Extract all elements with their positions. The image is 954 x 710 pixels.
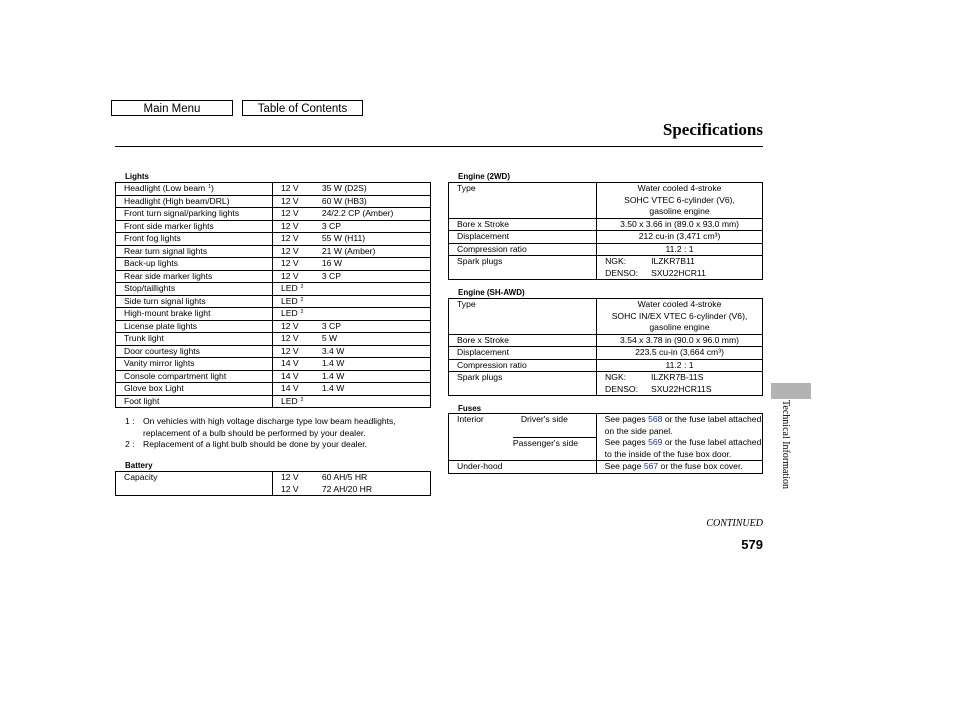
light-spec: 24/2.2 CP (Amber) — [321, 208, 394, 218]
table-row — [116, 383, 431, 396]
section-tab — [771, 383, 811, 399]
table-of-contents-button[interactable]: Table of Contents — [242, 100, 363, 116]
table-row — [116, 472, 431, 496]
light-name: Front side marker lights — [124, 220, 214, 231]
fuses-heading: Fuses — [458, 404, 482, 413]
light-name: Rear turn signal lights — [124, 245, 208, 256]
battery-table — [115, 471, 431, 496]
table-row — [116, 245, 431, 258]
table-row — [116, 258, 431, 271]
table-row — [116, 195, 431, 208]
table-row — [116, 308, 431, 321]
light-name: High-mount brake light — [124, 308, 211, 318]
battery-volt-2: 12 V — [280, 483, 299, 494]
table-row: Type Water cooled 4-stroke SOHC VTEC 6-cylinder (V6), gasoline engine — [449, 183, 763, 219]
lights-notes — [125, 416, 435, 451]
table-row — [116, 358, 431, 371]
light-name: Front fog lights — [124, 233, 181, 243]
battery-label: Capacity — [116, 472, 273, 496]
table-row — [116, 270, 431, 283]
light-name: Front turn signal/parking lights — [124, 208, 240, 218]
light-name: License plate lights — [124, 320, 198, 331]
light-spec — [314, 395, 431, 408]
footnote-ref: 2 — [300, 284, 304, 290]
light-spec: 1.4 W — [321, 358, 345, 368]
table-row — [116, 233, 431, 246]
light-voltage: 12 V — [280, 258, 299, 268]
page-title: Specifications — [662, 120, 763, 139]
table-row — [116, 295, 431, 308]
light-voltage: 12 V — [280, 270, 299, 281]
note-1: 1 : On vehicles with high voltage discharge type low beam headlights, replacement of a bulb should be performed by your dealer. — [125, 416, 396, 438]
engine-awd-heading: Engine (SH-AWD) — [458, 288, 525, 297]
table-row: Headlight (Low beam $^1$) 12 V 35 W (D2S) — [116, 183, 431, 196]
lights-heading: Lights — [125, 172, 149, 181]
note-2: 2 : Replacement of a light bulb should be done by your dealer. — [125, 439, 368, 449]
table-row — [116, 283, 431, 296]
light-voltage: LED — [280, 308, 298, 318]
table-row: Under-hood See page 567 or the fuse box cover. — [449, 461, 763, 474]
light-name: Headlight (High beam/DRL) — [124, 195, 230, 206]
table-row: Type Water cooled 4-stroke SOHC IN/EX VTEC 6-cylinder (V6), gasoline engine — [449, 299, 763, 335]
light-voltage: 14 V — [280, 358, 299, 368]
engine-awd-table — [448, 298, 763, 396]
footnote-ref: 2 — [300, 396, 304, 403]
fuse-page-link-569[interactable]: 569 — [648, 437, 663, 447]
light-spec: 3 CP — [321, 220, 341, 231]
light-spec: 1.4 W — [321, 383, 345, 393]
battery-spec-1: 60 AH/5 HR — [321, 472, 368, 482]
light-voltage: LED — [280, 395, 298, 406]
light-name: Headlight (Low beam — [124, 183, 206, 193]
table-row: Bore x Stroke 3.50 x 3.66 in (89.0 x 93.0 mm) — [449, 218, 763, 231]
light-spec — [314, 308, 431, 321]
page-number: 579 — [741, 537, 763, 552]
light-name: Glove box Light — [124, 383, 184, 393]
table-row: Compression ratio 11.2 : 1 — [449, 359, 763, 372]
engine-2wd-heading: Engine (2WD) — [458, 172, 510, 181]
light-spec: 3 CP — [321, 270, 341, 281]
section-tab-label: Technical Information — [780, 400, 791, 489]
light-voltage: 12 V — [280, 195, 299, 206]
continued-label: CONTINUED — [706, 518, 763, 529]
title-divider — [115, 146, 763, 147]
fuses-table — [448, 413, 763, 474]
light-voltage: LED — [280, 283, 298, 293]
light-name: Foot light — [124, 395, 160, 406]
table-row: Displacement 212 cu-in (3,471 cm³) — [449, 231, 763, 244]
light-voltage: 12 V — [280, 208, 299, 218]
light-name: Stop/taillights — [124, 283, 176, 293]
table-row — [116, 370, 431, 383]
lights-table — [115, 182, 431, 408]
footnote-ref: 2 — [300, 309, 304, 315]
table-row — [116, 395, 431, 408]
light-spec — [314, 283, 431, 296]
footnote-ref: 1 — [208, 184, 211, 190]
light-voltage: 12 V — [280, 333, 299, 343]
table-row: Passenger's side See pages 569 or the fuse label attached to the inside of the fuse box door. — [449, 437, 763, 461]
light-name: Back-up lights — [124, 258, 178, 268]
light-voltage: 12 V — [280, 345, 299, 356]
table-row — [116, 220, 431, 233]
light-spec — [314, 295, 431, 308]
light-spec: 1.4 W — [321, 370, 345, 381]
table-row: Interior Driver's side See pages 568 or the fuse label attached on the side panel. — [457, 414, 762, 436]
battery-volt-1: 12 V — [280, 472, 299, 482]
battery-heading: Battery — [125, 461, 153, 470]
light-voltage: 14 V — [280, 383, 299, 393]
light-name: Console compartment light — [124, 370, 227, 381]
table-row: Bore x Stroke 3.54 x 3.78 in (90.0 x 96.0 mm) — [449, 334, 763, 347]
engine-2wd-table — [448, 182, 763, 280]
table-row — [116, 345, 431, 358]
light-voltage: LED — [280, 295, 298, 306]
table-row: Spark plugs NGK: ILZKR7B11 DENSO: SXU22HCR11 — [449, 256, 763, 280]
light-name: Trunk light — [124, 333, 164, 343]
table-row: Compression ratio 11.2 : 1 — [449, 243, 763, 256]
light-spec: 35 W (D2S) — [321, 183, 367, 193]
battery-spec-2: 72 AH/20 HR — [321, 483, 373, 494]
table-row — [116, 208, 431, 221]
light-voltage: 12 V — [280, 320, 299, 331]
light-name: Door courtesy lights — [124, 345, 200, 356]
table-row — [116, 333, 431, 346]
light-voltage: 12 V — [280, 183, 299, 193]
light-name: Rear side marker lights — [124, 270, 213, 281]
light-voltage: 14 V — [280, 370, 299, 381]
light-name: Vanity mirror lights — [124, 358, 195, 368]
light-spec: 16 W — [321, 258, 342, 268]
light-voltage: 12 V — [280, 220, 299, 231]
table-row — [116, 320, 431, 333]
fuse-page-link-568[interactable]: 568 — [648, 414, 663, 424]
light-spec: 3.4 W — [321, 345, 345, 356]
light-spec: 5 W — [321, 333, 338, 343]
light-voltage: 12 V — [280, 245, 299, 256]
light-spec: 21 W (Amber) — [321, 245, 376, 256]
main-menu-button[interactable]: Main Menu — [111, 100, 233, 116]
light-spec: 55 W (H11) — [321, 233, 366, 243]
light-spec: 3 CP — [321, 320, 341, 331]
light-spec: 60 W (HB3) — [321, 195, 367, 206]
light-voltage: 12 V — [280, 233, 299, 243]
table-row: Spark plugs NGK: ILZKR7B-11S DENSO: SXU22HCR11S — [449, 372, 763, 396]
footnote-ref: 2 — [300, 296, 304, 303]
fuse-page-link-567[interactable]: 567 — [643, 461, 659, 471]
table-row: Displacement 223.5 cu-in (3,664 cm³) — [449, 347, 763, 360]
light-name: Side turn signal lights — [124, 295, 206, 306]
